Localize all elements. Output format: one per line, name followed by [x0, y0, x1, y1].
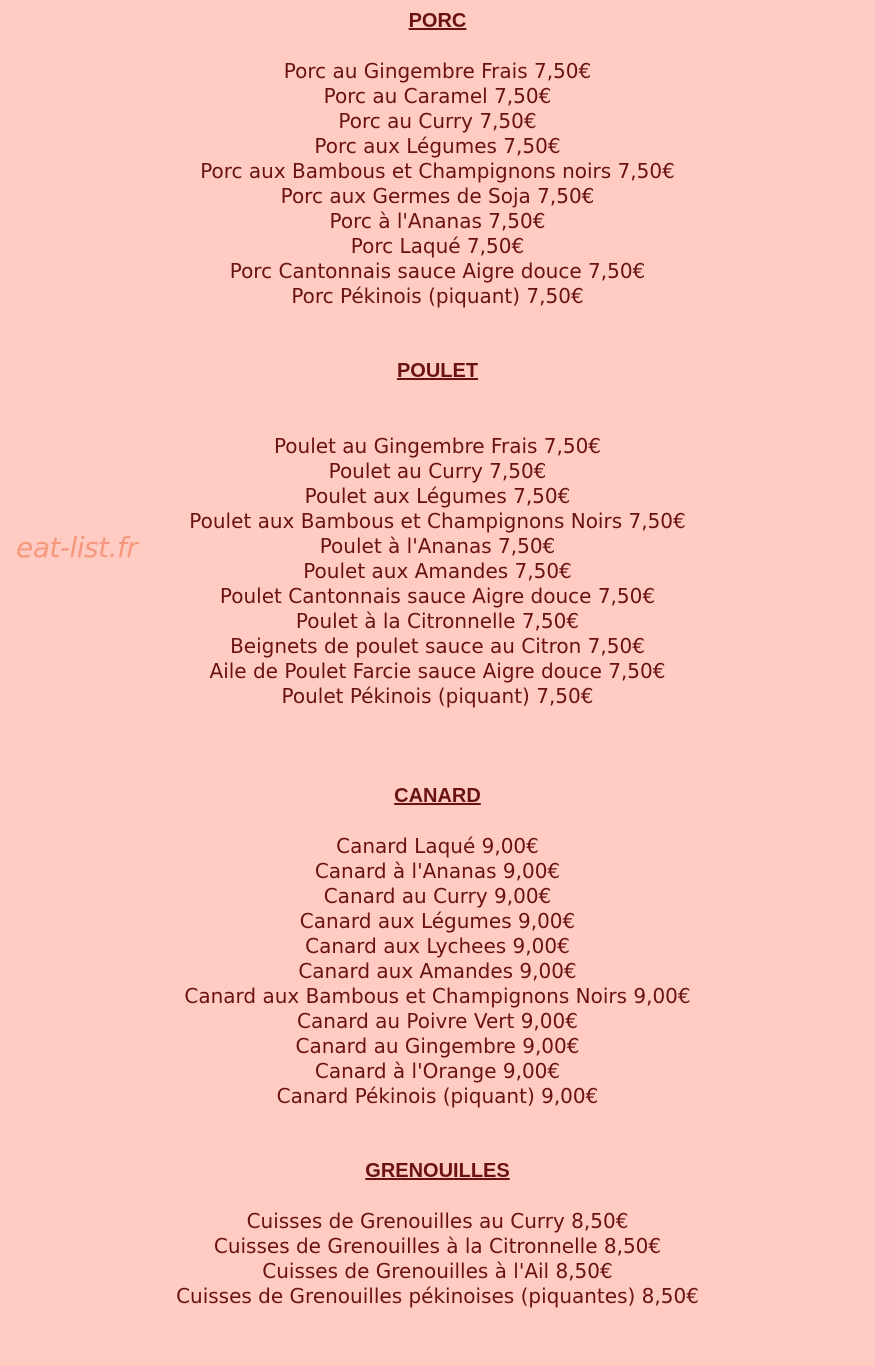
menu-item: Porc aux Légumes 7,50€ — [314, 134, 561, 158]
menu-item: Canard à l'Ananas 9,00€ — [314, 859, 561, 883]
menu-item: Porc aux Bambous et Champignons noirs 7,50€ — [200, 159, 675, 183]
menu-item: Poulet aux Bambous et Champignons Noirs 7,50€ — [189, 509, 686, 533]
menu-item: Poulet à la Citronnelle 7,50€ — [295, 609, 580, 633]
menu-item: Cuisses de Grenouilles pékinoises (piquantes) 8,50€ — [176, 1284, 699, 1308]
menu-item: Poulet Cantonnais sauce Aigre douce 7,50€ — [219, 584, 656, 608]
menu-item: Canard aux Bambous et Champignons Noirs 9,00€ — [184, 984, 691, 1008]
menu-item: Aile de Poulet Farcie sauce Aigre douce 7,50€ — [209, 659, 666, 683]
section-porc — [0, 9, 875, 34]
section-poulet — [0, 359, 875, 384]
menu-item: Porc Laqué 7,50€ — [350, 234, 525, 258]
menu-item: Porc aux Germes de Soja 7,50€ — [280, 184, 595, 208]
section-grenouilles — [0, 1159, 875, 1184]
menu-item: Canard aux Légumes 9,00€ — [299, 909, 576, 933]
section-canard — [0, 784, 875, 809]
menu-item: Poulet Pékinois (piquant) 7,50€ — [281, 684, 594, 708]
section-title: CANARD — [394, 785, 481, 807]
menu-item: Cuisses de Grenouilles à l'Ail 8,50€ — [262, 1259, 613, 1283]
menu-item: Poulet aux Amandes 7,50€ — [303, 559, 572, 583]
menu-item: Canard aux Lychees 9,00€ — [305, 934, 570, 958]
menu-item: Cuisses de Grenouilles au Curry 8,50€ — [246, 1209, 629, 1233]
menu-item: Poulet au Gingembre Frais 7,50€ — [273, 434, 602, 458]
menu-item: Canard Laqué 9,00€ — [336, 834, 539, 858]
menu-item: Canard à l'Orange 9,00€ — [314, 1059, 561, 1083]
section-canard-items — [0, 834, 875, 1109]
section-title: PORC — [408, 10, 467, 32]
menu-item: Canard au Curry 9,00€ — [323, 884, 552, 908]
menu-item: Porc Cantonnais sauce Aigre douce 7,50€ — [229, 259, 646, 283]
menu-item: Porc Pékinois (piquant) 7,50€ — [291, 284, 584, 308]
menu-item: Porc au Gingembre Frais 7,50€ — [283, 59, 592, 83]
menu-item: Porc au Curry 7,50€ — [338, 109, 537, 133]
menu-item: Cuisses de Grenouilles à la Citronnelle 8,50€ — [213, 1234, 662, 1258]
section-porc-items — [0, 59, 875, 309]
menu-item: Porc à l'Ananas 7,50€ — [329, 209, 546, 233]
menu-item: Canard aux Amandes 9,00€ — [298, 959, 577, 983]
menu-item: Poulet aux Légumes 7,50€ — [304, 484, 571, 508]
menu-item: Porc au Caramel 7,50€ — [323, 84, 552, 108]
watermark-text: eat-list.fr — [16, 531, 138, 564]
section-title: POULET — [396, 360, 479, 382]
menu-item: Poulet à l'Ananas 7,50€ — [319, 534, 556, 558]
section-title: GRENOUILLES — [365, 1160, 510, 1182]
section-poulet-items — [0, 434, 875, 709]
section-grenouilles-items — [0, 1209, 875, 1309]
menu-item: Poulet au Curry 7,50€ — [328, 459, 547, 483]
menu-item: Canard Pékinois (piquant) 9,00€ — [276, 1084, 599, 1108]
menu-item: Canard au Gingembre 9,00€ — [295, 1034, 580, 1058]
menu-item: Beignets de poulet sauce au Citron 7,50€ — [230, 634, 645, 658]
menu-item: Canard au Poivre Vert 9,00€ — [297, 1009, 578, 1033]
